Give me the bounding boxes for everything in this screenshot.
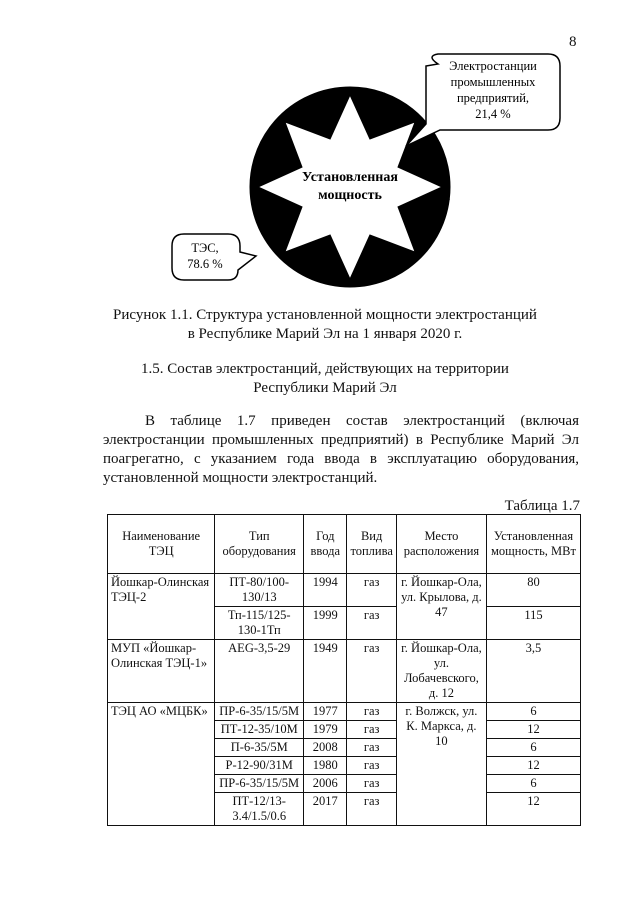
year-cell: 2006 xyxy=(304,775,347,793)
power-cell: 6 xyxy=(486,739,580,757)
type-cell: Р-12-90/31М xyxy=(215,757,304,775)
type-cell: Тп-115/125-130-1Тп xyxy=(215,607,304,640)
body-paragraph: В таблице 1.7 приведен состав электростанций (включая электростанции промышленных предприятий) в Республике Марий Эл поагрегатно, с указанием года ввода в эксплуатацию оборудования, установленной мощности электростанций. xyxy=(103,413,579,486)
power-plants-table xyxy=(107,514,581,826)
fuel-cell: газ xyxy=(347,721,396,739)
power-cell: 115 xyxy=(486,607,580,640)
column-header: Год ввода xyxy=(304,515,347,574)
center-label-line: мощность xyxy=(318,188,382,203)
callout-label-line: промышленных xyxy=(450,75,536,89)
center-label-line: Установленная xyxy=(302,170,398,185)
center-star xyxy=(258,95,442,279)
section-heading xyxy=(100,360,550,398)
column-header: Тип оборудования xyxy=(215,515,304,574)
callout-label-line: 78.6 % xyxy=(187,257,223,271)
power-cell: 6 xyxy=(486,703,580,721)
power-plants-table-wrapper xyxy=(107,514,581,826)
type-cell: П-6-35/5М xyxy=(215,739,304,757)
type-cell: ПТ-12-35/10М xyxy=(215,721,304,739)
pie-chart xyxy=(150,52,590,292)
header-row xyxy=(108,515,581,574)
year-cell: 1949 xyxy=(304,640,347,703)
type-cell: ПР-6-35/15/5М xyxy=(215,703,304,721)
location-cell: г. Йошкар-Ола, ул. Лобачевского, д. 12 xyxy=(396,640,486,703)
fuel-cell: газ xyxy=(347,703,396,721)
power-cell: 6 xyxy=(486,775,580,793)
figure-caption-line-1: Рисунок 1.1. Структура установленной мощности электростанций xyxy=(113,307,537,323)
table-row xyxy=(108,640,581,703)
power-cell: 80 xyxy=(486,574,580,607)
year-cell: 1999 xyxy=(304,607,347,640)
year-cell: 1977 xyxy=(304,703,347,721)
plant-name-cell: ТЭЦ АО «МЦБК» xyxy=(108,703,215,826)
year-cell: 1994 xyxy=(304,574,347,607)
page-number: 8 xyxy=(569,34,577,50)
fuel-cell: газ xyxy=(347,574,396,607)
year-cell: 2008 xyxy=(304,739,347,757)
type-cell: ПТ-80/100-130/13 xyxy=(215,574,304,607)
year-cell: 2017 xyxy=(304,793,347,826)
location-cell: г. Волжск, ул. К. Маркса, д. 10 xyxy=(396,703,486,826)
power-cell: 12 xyxy=(486,757,580,775)
fuel-cell: газ xyxy=(347,793,396,826)
location-cell: г. Йошкар-Ола, ул. Крылова, д. 47 xyxy=(396,574,486,640)
power-cell: 3,5 xyxy=(486,640,580,703)
figure-caption xyxy=(100,306,550,344)
column-header: Место расположения xyxy=(396,515,486,574)
plant-name-cell: Йошкар-Олинская ТЭЦ-2 xyxy=(108,574,215,640)
section-heading-line-2: Республики Марий Эл xyxy=(253,380,397,396)
table-row xyxy=(108,574,581,607)
callout-label-line: предприятий, xyxy=(456,91,530,105)
type-cell: AEG-3,5-29 xyxy=(215,640,304,703)
table-row xyxy=(108,703,581,721)
power-cell: 12 xyxy=(486,721,580,739)
year-cell: 1979 xyxy=(304,721,347,739)
table-body xyxy=(108,574,581,826)
fuel-cell: газ xyxy=(347,607,396,640)
column-header: Установленная мощность, МВт xyxy=(486,515,580,574)
power-cell: 12 xyxy=(486,793,580,826)
fuel-cell: газ xyxy=(347,640,396,703)
figure-caption-line-2: в Республике Марий Эл на 1 января 2020 г. xyxy=(187,326,463,342)
callout-label-line: 21,4 % xyxy=(475,107,511,121)
fuel-cell: газ xyxy=(347,775,396,793)
table-caption: Таблица 1.7 xyxy=(504,498,580,514)
section-heading-line-1: 1.5. Состав электростанций, действующих на территории xyxy=(141,361,509,377)
fuel-cell: газ xyxy=(347,757,396,775)
column-header: Вид топлива xyxy=(347,515,396,574)
callout-label-line: Электростанции xyxy=(449,59,537,73)
table-header xyxy=(108,515,581,574)
column-header: Наименование ТЭЦ xyxy=(108,515,215,574)
fuel-cell: газ xyxy=(347,739,396,757)
callout-label-line: ТЭС, xyxy=(191,241,219,255)
year-cell: 1980 xyxy=(304,757,347,775)
type-cell: ПТ-12/13-3.4/1.5/0.6 xyxy=(215,793,304,826)
plant-name-cell: МУП «Йошкар-Олинская ТЭЦ-1» xyxy=(108,640,215,703)
type-cell: ПР-6-35/15/5М xyxy=(215,775,304,793)
